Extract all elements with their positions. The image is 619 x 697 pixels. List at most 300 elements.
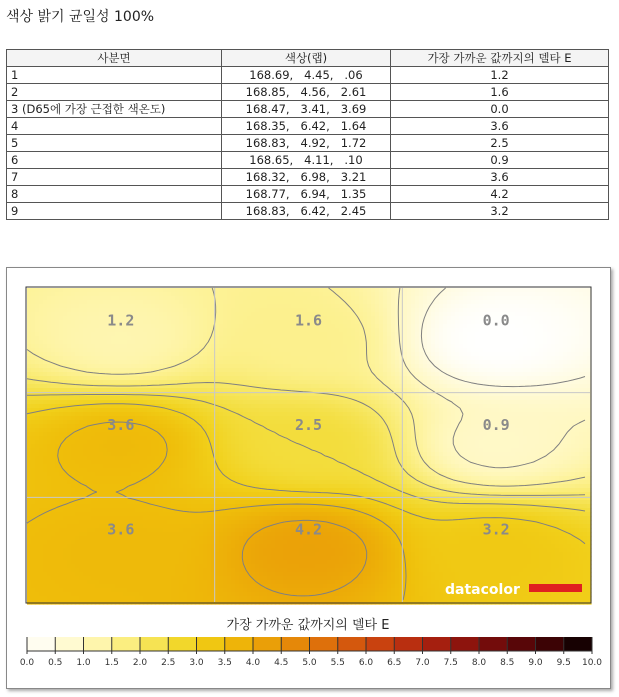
field-cell — [239, 372, 244, 377]
field-cell — [79, 360, 84, 365]
field-cell — [311, 364, 316, 369]
field-cell — [403, 420, 408, 425]
field-cell — [583, 348, 588, 353]
field-cell — [563, 316, 568, 321]
field-cell — [339, 316, 344, 321]
field-cell — [347, 312, 352, 317]
field-cell — [367, 320, 372, 325]
field-cell — [175, 320, 180, 325]
field-cell — [207, 328, 212, 333]
field-cell — [267, 348, 272, 353]
field-cell — [367, 348, 372, 353]
field-cell — [515, 308, 520, 313]
field-cell — [363, 288, 368, 293]
field-cell — [43, 368, 48, 373]
field-cell — [571, 348, 576, 353]
field-cell — [539, 336, 544, 341]
field-cell — [427, 328, 432, 333]
field-cell — [59, 408, 64, 413]
field-cell — [95, 416, 100, 421]
field-cell — [411, 352, 416, 357]
field-cell — [403, 340, 408, 345]
field-cell — [255, 388, 260, 393]
field-cell — [419, 372, 424, 377]
field-cell — [339, 364, 344, 369]
field-cell — [311, 356, 316, 361]
field-cell — [239, 420, 244, 425]
field-cell — [471, 352, 476, 357]
field-cell — [31, 360, 36, 365]
field-cell — [87, 384, 92, 389]
field-cell — [115, 396, 120, 401]
field-cell — [243, 380, 248, 385]
field-cell — [283, 332, 288, 337]
field-cell — [99, 368, 104, 373]
field-cell — [579, 360, 584, 365]
field-cell — [455, 292, 460, 297]
field-cell — [319, 292, 324, 297]
field-cell — [567, 348, 572, 353]
field-cell — [255, 304, 260, 309]
field-cell — [451, 412, 456, 417]
field-cell — [187, 368, 192, 373]
field-cell — [479, 364, 484, 369]
quadrant-cell: 8 — [7, 186, 222, 203]
field-cell — [167, 360, 172, 365]
field-cell — [475, 288, 480, 293]
field-cell — [431, 404, 436, 409]
field-cell — [227, 416, 232, 421]
field-cell — [343, 336, 348, 341]
field-cell — [579, 368, 584, 373]
field-cell — [235, 380, 240, 385]
field-cell — [523, 344, 528, 349]
field-cell — [331, 384, 336, 389]
field-cell — [583, 292, 588, 297]
field-cell — [187, 308, 192, 313]
field-cell — [359, 308, 364, 313]
field-cell — [319, 344, 324, 349]
field-cell — [395, 368, 400, 373]
field-cell — [439, 384, 444, 389]
field-cell — [583, 328, 588, 333]
field-cell — [583, 400, 588, 405]
field-cell — [231, 304, 236, 309]
field-cell — [267, 384, 272, 389]
field-cell — [283, 336, 288, 341]
field-cell — [291, 292, 296, 297]
field-cell — [227, 292, 232, 297]
field-cell — [183, 416, 188, 421]
field-cell — [503, 348, 508, 353]
field-cell — [363, 304, 368, 309]
field-cell — [247, 380, 252, 385]
field-cell — [403, 396, 408, 401]
field-cell — [151, 388, 156, 393]
field-cell — [523, 292, 528, 297]
field-cell — [399, 396, 404, 401]
field-cell — [147, 352, 152, 357]
field-cell — [95, 292, 100, 297]
field-cell — [59, 372, 64, 377]
field-cell — [135, 304, 140, 309]
field-cell — [347, 408, 352, 413]
field-cell — [203, 420, 208, 425]
field-cell — [339, 416, 344, 421]
field-cell — [403, 380, 408, 385]
field-cell — [231, 356, 236, 361]
field-cell — [315, 364, 320, 369]
field-cell — [343, 324, 348, 329]
field-cell — [475, 368, 480, 373]
field-cell — [203, 312, 208, 317]
field-cell — [251, 360, 256, 365]
field-cell — [459, 348, 464, 353]
field-cell — [539, 412, 544, 417]
field-cell — [135, 376, 140, 381]
field-cell — [215, 348, 220, 353]
field-cell — [411, 304, 416, 309]
field-cell — [179, 356, 184, 361]
field-cell — [287, 304, 292, 309]
field-cell — [339, 372, 344, 377]
field-cell — [263, 336, 268, 341]
field-cell — [539, 328, 544, 333]
field-cell — [435, 328, 440, 333]
field-cell — [307, 292, 312, 297]
field-cell — [255, 308, 260, 313]
field-cell — [143, 320, 148, 325]
field-cell — [291, 352, 296, 357]
field-cell — [391, 332, 396, 337]
field-cell — [163, 300, 168, 305]
field-cell — [295, 400, 300, 405]
field-cell — [175, 324, 180, 329]
field-cell — [247, 424, 252, 429]
field-cell — [423, 364, 428, 369]
table-row — [7, 186, 609, 203]
field-cell — [239, 344, 244, 349]
field-cell — [579, 344, 584, 349]
field-cell — [111, 388, 116, 393]
field-cell — [471, 292, 476, 297]
field-cell — [175, 356, 180, 361]
field-cell — [263, 420, 268, 425]
field-cell — [99, 328, 104, 333]
field-cell — [403, 408, 408, 413]
field-cell — [567, 408, 572, 413]
field-cell — [287, 424, 292, 429]
field-cell — [475, 372, 480, 377]
field-cell — [227, 420, 232, 425]
field-cell — [135, 328, 140, 333]
field-cell — [279, 360, 284, 365]
field-cell — [371, 404, 376, 409]
field-cell — [379, 336, 384, 341]
field-cell — [483, 400, 488, 405]
field-cell — [243, 304, 248, 309]
field-cell — [319, 340, 324, 345]
field-cell — [291, 408, 296, 413]
field-cell — [31, 396, 36, 401]
field-cell — [379, 288, 384, 293]
field-cell — [383, 336, 388, 341]
field-cell — [67, 356, 72, 361]
field-cell — [311, 348, 316, 353]
field-cell — [387, 400, 392, 405]
field-cell — [71, 320, 76, 325]
field-cell — [43, 308, 48, 313]
field-cell — [375, 332, 380, 337]
field-cell — [499, 372, 504, 377]
field-cell — [443, 312, 448, 317]
field-cell — [163, 424, 168, 429]
field-cell — [311, 344, 316, 349]
field-cell — [567, 336, 572, 341]
field-cell — [243, 352, 248, 357]
field-cell — [463, 340, 468, 345]
field-cell — [271, 344, 276, 349]
field-cell — [423, 328, 428, 333]
field-cell — [119, 404, 124, 409]
field-cell — [347, 328, 352, 333]
field-cell — [363, 388, 368, 393]
field-cell — [59, 416, 64, 421]
field-cell — [275, 324, 280, 329]
field-cell — [527, 324, 532, 329]
field-cell — [559, 376, 564, 381]
field-cell — [567, 356, 572, 361]
field-cell — [559, 316, 564, 321]
field-cell — [579, 384, 584, 389]
field-cell — [343, 372, 348, 377]
field-cell — [55, 348, 60, 353]
field-cell — [207, 360, 212, 365]
field-cell — [191, 364, 196, 369]
field-cell — [235, 336, 240, 341]
field-cell — [539, 340, 544, 345]
field-cell — [99, 332, 104, 337]
field-cell — [327, 344, 332, 349]
field-cell — [283, 328, 288, 333]
field-cell — [43, 332, 48, 337]
field-cell — [303, 300, 308, 305]
field-cell — [415, 384, 420, 389]
field-cell — [83, 352, 88, 357]
field-cell — [583, 408, 588, 413]
field-cell — [351, 296, 356, 301]
field-cell — [523, 408, 528, 413]
field-cell — [139, 408, 144, 413]
field-cell — [251, 416, 256, 421]
field-cell — [555, 308, 560, 313]
field-cell — [367, 396, 372, 401]
field-cell — [75, 412, 80, 417]
field-cell — [95, 348, 100, 353]
field-cell — [223, 388, 228, 393]
field-cell — [543, 332, 548, 337]
field-cell — [187, 332, 192, 337]
field-cell — [187, 316, 192, 321]
field-cell — [335, 424, 340, 429]
field-cell — [27, 364, 32, 369]
field-cell — [359, 328, 364, 333]
field-cell — [231, 308, 236, 313]
field-cell — [287, 396, 292, 401]
field-cell — [191, 372, 196, 377]
field-cell — [319, 348, 324, 353]
field-cell — [123, 380, 128, 385]
field-cell — [263, 416, 268, 421]
field-cell — [35, 292, 40, 297]
field-cell — [331, 336, 336, 341]
field-cell — [139, 400, 144, 405]
field-cell — [439, 340, 444, 345]
field-cell — [479, 296, 484, 301]
field-cell — [447, 420, 452, 425]
field-cell — [455, 372, 460, 377]
field-cell — [219, 312, 224, 317]
field-cell — [155, 408, 160, 413]
field-cell — [231, 368, 236, 373]
field-cell — [519, 400, 524, 405]
field-cell — [379, 296, 384, 301]
field-cell — [475, 400, 480, 405]
field-cell — [43, 348, 48, 353]
field-cell — [555, 360, 560, 365]
field-cell — [59, 300, 64, 305]
field-cell — [463, 320, 468, 325]
field-cell — [135, 316, 140, 321]
field-cell — [267, 304, 272, 309]
field-cell — [159, 372, 164, 377]
field-cell — [531, 340, 536, 345]
field-cell — [391, 408, 396, 413]
field-cell — [351, 344, 356, 349]
field-cell — [447, 412, 452, 417]
field-cell — [179, 328, 184, 333]
field-cell — [391, 380, 396, 385]
field-cell — [543, 312, 548, 317]
field-cell — [447, 304, 452, 309]
field-cell — [463, 328, 468, 333]
field-cell — [147, 416, 152, 421]
field-cell — [331, 408, 336, 413]
field-cell — [171, 328, 176, 333]
field-cell — [455, 304, 460, 309]
field-cell — [51, 332, 56, 337]
field-cell — [335, 348, 340, 353]
field-cell — [79, 312, 84, 317]
field-cell — [171, 304, 176, 309]
field-cell — [91, 348, 96, 353]
field-cell — [431, 396, 436, 401]
field-cell — [535, 368, 540, 373]
field-cell — [315, 296, 320, 301]
field-cell — [187, 404, 192, 409]
field-cell — [271, 424, 276, 429]
field-cell — [567, 300, 572, 305]
field-cell — [535, 384, 540, 389]
field-cell — [43, 372, 48, 377]
field-cell — [259, 288, 264, 293]
field-cell — [155, 344, 160, 349]
field-cell — [159, 364, 164, 369]
field-cell — [155, 300, 160, 305]
field-cell — [331, 360, 336, 365]
field-cell — [115, 404, 120, 409]
field-cell — [491, 288, 496, 293]
field-cell — [179, 288, 184, 293]
field-cell — [559, 412, 564, 417]
field-cell — [147, 384, 152, 389]
field-cell — [231, 300, 236, 305]
field-cell — [247, 316, 252, 321]
field-cell — [359, 364, 364, 369]
field-cell — [83, 372, 88, 377]
field-cell — [543, 324, 548, 329]
field-cell — [575, 364, 580, 369]
field-cell — [95, 388, 100, 393]
field-cell — [199, 324, 204, 329]
field-cell — [251, 364, 256, 369]
field-cell — [215, 356, 220, 361]
field-cell — [431, 312, 436, 317]
field-cell — [571, 352, 576, 357]
field-cell — [519, 320, 524, 325]
field-cell — [215, 344, 220, 349]
field-cell — [131, 288, 136, 293]
field-cell — [547, 356, 552, 361]
field-cell — [443, 336, 448, 341]
field-cell — [115, 288, 120, 293]
field-cell — [459, 296, 464, 301]
field-cell — [243, 324, 248, 329]
field-cell — [495, 376, 500, 381]
field-cell — [139, 420, 144, 425]
field-cell — [267, 344, 272, 349]
field-cell — [99, 316, 104, 321]
field-cell — [111, 292, 116, 297]
field-cell — [179, 352, 184, 357]
field-cell — [151, 384, 156, 389]
field-cell — [27, 344, 32, 349]
field-cell — [135, 288, 140, 293]
field-cell — [115, 292, 120, 297]
field-cell — [219, 396, 224, 401]
field-cell — [279, 292, 284, 297]
field-cell — [231, 312, 236, 317]
field-cell — [539, 396, 544, 401]
field-cell — [551, 372, 556, 377]
field-cell — [171, 320, 176, 325]
field-cell — [487, 356, 492, 361]
field-cell — [51, 328, 56, 333]
field-cell — [119, 396, 124, 401]
field-cell — [439, 308, 444, 313]
field-cell — [199, 304, 204, 309]
field-cell — [583, 424, 588, 429]
field-cell — [327, 424, 332, 429]
field-cell — [239, 388, 244, 393]
field-cell — [251, 316, 256, 321]
field-cell — [579, 324, 584, 329]
field-cell — [63, 328, 68, 333]
quadrant-cell: 7 — [7, 169, 222, 186]
field-cell — [515, 348, 520, 353]
field-cell — [435, 340, 440, 345]
field-cell — [375, 340, 380, 345]
